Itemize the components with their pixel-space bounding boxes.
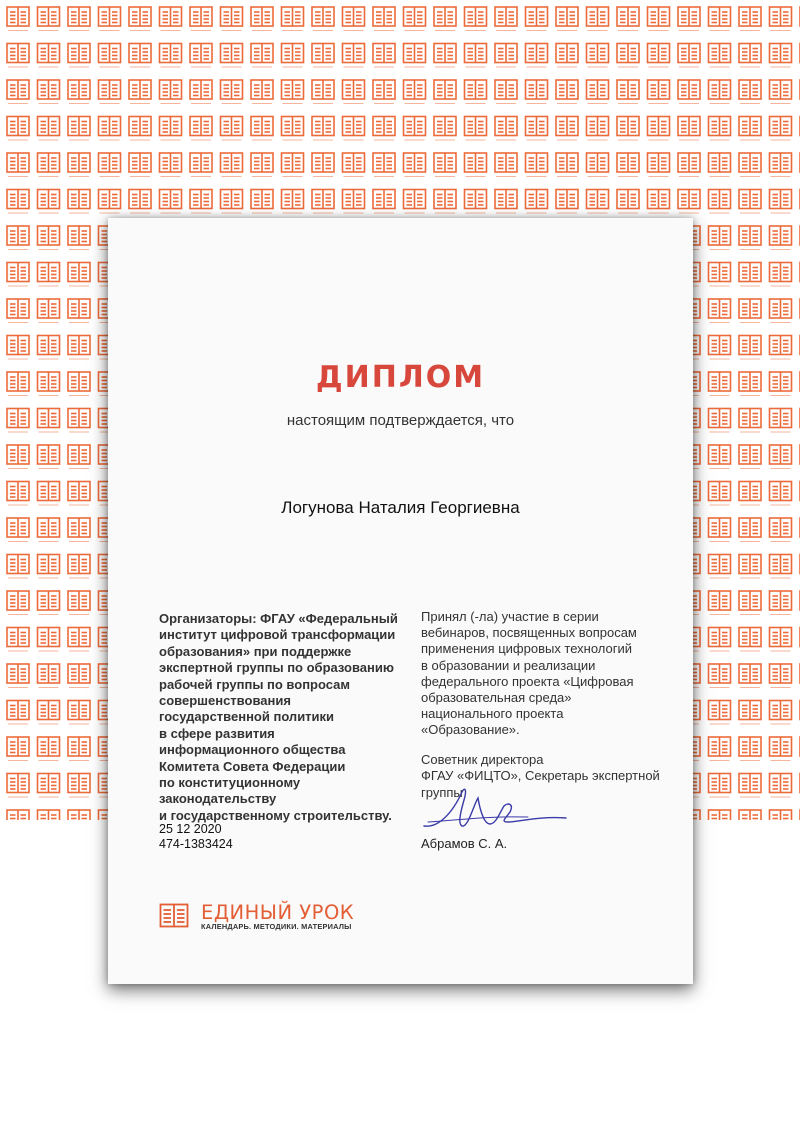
participation-line: образовательная среда» bbox=[421, 690, 572, 706]
diploma-subtitle: настоящим подтверждается, что bbox=[286, 412, 515, 429]
organizers-line: законодательству bbox=[159, 791, 277, 807]
edinyi-urok-logo bbox=[159, 901, 379, 933]
signer-role-line: группы bbox=[421, 784, 463, 800]
organizers-line: образования» при поддержке bbox=[159, 643, 352, 659]
participation-line: вебинаров, посвященных вопросам bbox=[421, 625, 637, 641]
organizers-line: совершенствования bbox=[159, 693, 291, 709]
participation-line: «Образование». bbox=[421, 722, 520, 738]
participation-line: применения цифровых технологий bbox=[421, 641, 633, 657]
signer-role-line: ФГАУ «ФИЦТО», Секретарь экспертной bbox=[421, 768, 660, 784]
diploma-number: 474-1383424 bbox=[159, 837, 233, 851]
participation-text bbox=[421, 609, 671, 739]
diploma-meta bbox=[159, 822, 233, 852]
organizers-line: экспертной группы по образованию bbox=[159, 660, 394, 676]
issue-date: 25 12 2020 bbox=[159, 822, 222, 836]
organizers-line: Организаторы: ФГАУ «Федеральный bbox=[159, 611, 398, 626]
organizers-text bbox=[159, 611, 419, 824]
organizers-line: Комитета Совета Федерации bbox=[159, 758, 346, 774]
logo-tagline: КАЛЕНДАРЬ. МЕТОДИКИ. МАТЕРИАЛЫ bbox=[201, 922, 352, 931]
signature bbox=[418, 784, 568, 840]
diploma-sheet bbox=[108, 218, 693, 984]
participation-line: федерального проекта «Цифровая bbox=[421, 673, 634, 689]
organizers-line: в сфере развития bbox=[159, 725, 275, 741]
signer-name: Абрамов С. А. bbox=[421, 836, 508, 851]
organizers-line: государственной политики bbox=[159, 709, 335, 725]
book-icon bbox=[159, 903, 189, 929]
participation-line: Принял (-ла) участие в серии bbox=[421, 609, 599, 624]
diploma-title: ДИПЛОМ bbox=[315, 360, 486, 395]
organizers-line: информационного общества bbox=[159, 742, 346, 758]
recipient-name: Логунова Наталия Георгиевна bbox=[281, 498, 520, 517]
organizers-line: рабочей группы по вопросам bbox=[159, 676, 350, 692]
organizers-line: институт цифровой трансформации bbox=[159, 627, 396, 643]
participation-line: в образовании и реализации bbox=[421, 657, 596, 673]
participation-line: национального проекта bbox=[421, 706, 564, 722]
organizers-line: и государственному строительству. bbox=[159, 807, 392, 823]
signer-role-line: Советник директора bbox=[421, 752, 544, 767]
logo-name: ЕДИНЫЙ УРОК bbox=[201, 901, 355, 924]
organizers-line: по конституционному bbox=[159, 775, 301, 791]
